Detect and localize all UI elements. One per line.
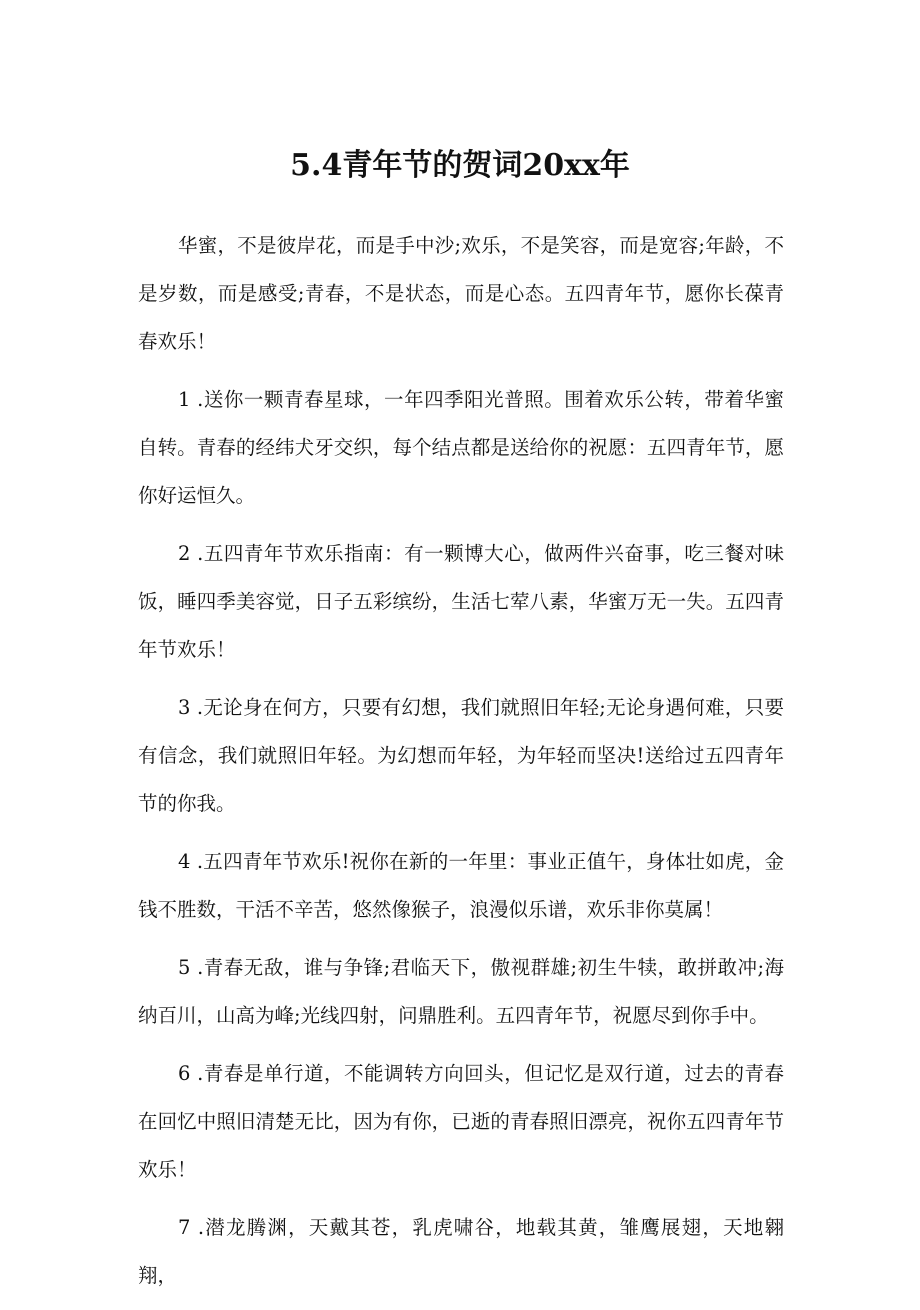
greeting-paragraph-4: 4 .五四青年节欢乐!祝你在新的一年里：事业正值午，身体壮如虎，金钱不胜数，干活不辛苦，悠然像猴子，浪漫似乐谱，欢乐非你莫属！: [138, 850, 784, 921]
greeting-paragraph-5: 5 .青春无敌，谁与争锋;君临天下，傲视群雄;初生牛犊，敢拼敢冲;海纳百川，山高为峰;光线四射，问鼎胜利。五四青年节，祝愿尽到你手中。: [138, 956, 784, 1027]
greeting-paragraph-2: 2 .五四青年节欢乐指南：有一颗博大心，做两件兴奋事，吃三餐对味饭，睡四季美容觉，日子五彩缤纷，生活七荤八素，华蜜万无一失。五四青年节欢乐！: [138, 542, 784, 661]
greeting-paragraph-6: 6 .青春是单行道，不能调转方向回头，但记忆是双行道，过去的青春在回忆中照旧清楚无比，因为有你，已逝的青春照旧漂亮，祝你五四青年节欢乐！: [138, 1062, 784, 1181]
document-body: [138, 222, 784, 1310]
document-title: 5.4青年节的贺词20xx年: [290, 148, 630, 183]
greeting-paragraph-7: 7 .潜龙腾渊，天戴其苍，乳虎啸谷，地载其黄，雏鹰展翅，天地翱翔，: [138, 1216, 784, 1287]
intro-paragraph: 华蜜，不是彼岸花，而是手中沙;欢乐，不是笑容，而是宽容;年龄，不是岁数，而是感受;青春，不是状态，而是心态。五四青年节，愿你长葆青春欢乐！: [138, 234, 784, 353]
greeting-paragraph-3: 3 .无论身在何方，只要有幻想，我们就照旧年轻;无论身遇何难，只要有信念，我们就照旧年轻。为幻想而年轻，为年轻而坚决!送给过五四青年节的你我。: [138, 696, 784, 815]
greeting-paragraph-1: 1 .送你一颗青春星球，一年四季阳光普照。围着欢乐公转，带着华蜜自转。青春的经纬犬牙交织，每个结点都是送给你的祝愿：五四青年节，愿你好运恒久。: [138, 388, 784, 507]
